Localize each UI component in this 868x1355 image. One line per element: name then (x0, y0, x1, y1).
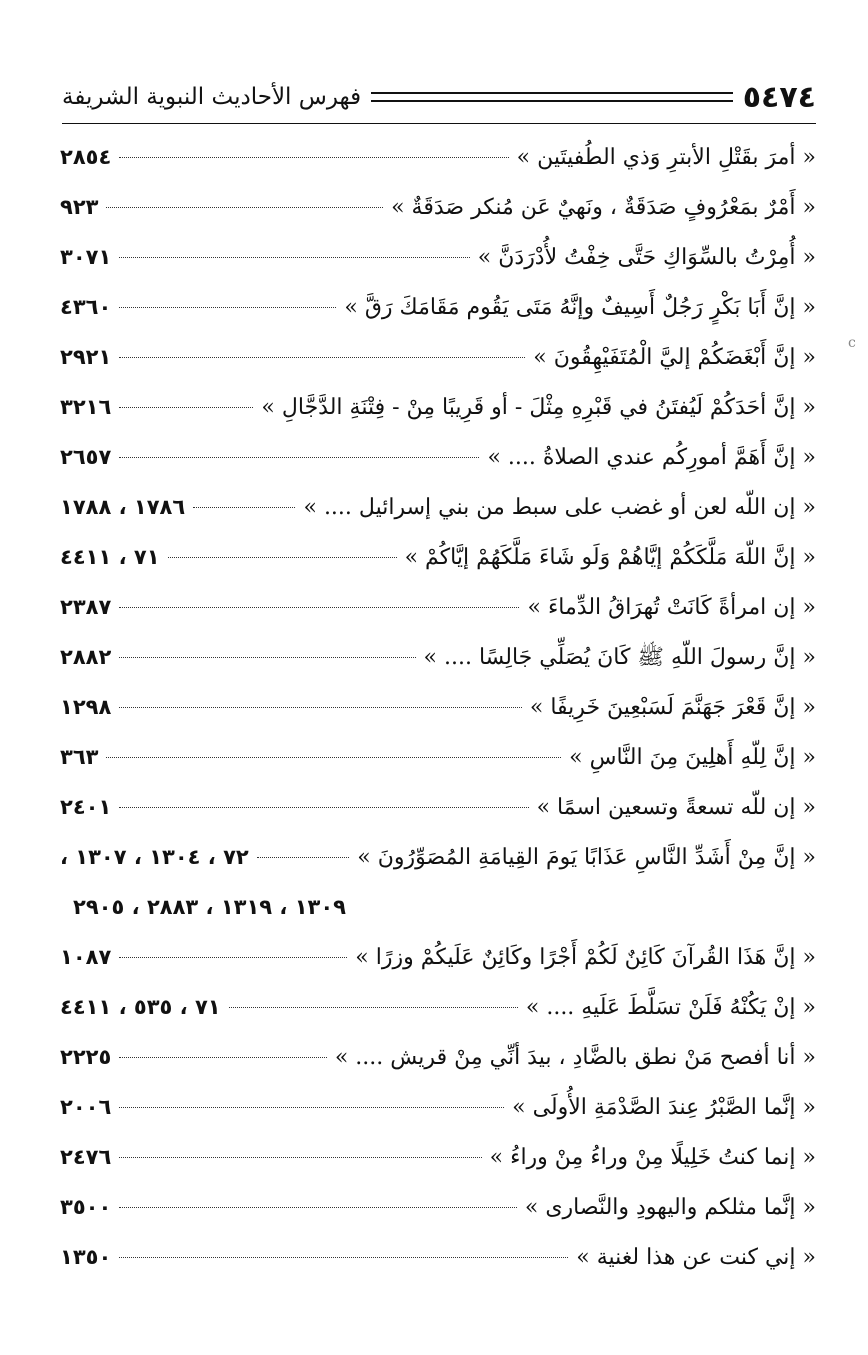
dot-leader (119, 1057, 327, 1058)
dot-leader (119, 357, 525, 358)
hadith-refs: ٢٢٢٥ (60, 1045, 112, 1069)
hadith-refs: ٢٦٥٧ (60, 445, 112, 469)
page-number: ٥٤٧٤ (742, 79, 816, 115)
hadith-refs: ٤٣٦٠ (60, 295, 112, 319)
index-entry (60, 1132, 816, 1182)
index-entry (60, 1082, 816, 1132)
hadith-refs: ٢٨٨٢ (60, 645, 112, 669)
hadith-refs: ٢٣٨٧ (60, 595, 112, 619)
margin-mark: c (848, 335, 856, 351)
index-entry (60, 132, 816, 182)
hadith-refs: ١٣٥٠ (60, 1245, 112, 1269)
hadith-refs: ٣٢١٦ (60, 395, 112, 419)
index-entry (60, 232, 816, 282)
index-entry (60, 982, 816, 1032)
dot-leader (119, 1107, 504, 1108)
index-entry (60, 732, 816, 782)
hadith-text: « إنَّ قَعْرَ جَهَنَّمَ لَسَبْعِينَ خَرِيفًا » (529, 695, 816, 720)
hadith-text: « إنَّ مِنْ أَشَدِّ النَّاسِ عَذَابًا يَومَ القِيامَةِ المُصَوِّرُونَ » (357, 845, 816, 870)
refs-continuation: ١٣٠٩ ، ١٣١٩ ، ٢٨٨٣ ، ٢٩٠٥ (73, 895, 346, 919)
dot-leader (119, 1207, 517, 1208)
hadith-text: « إنْ يَكُنْهُ فَلَنْ تسَلَّطَ عَلَيهِ .... » (525, 995, 816, 1020)
dot-leader (168, 557, 397, 558)
page-header (62, 72, 816, 122)
hadith-text: « إنما كنتُ خَلِيلًا مِنْ وراءُ مِنْ وراءُ » (489, 1145, 816, 1170)
header-divider (62, 123, 816, 124)
hadith-text: « أمرَ بقَتْلِ الأبترِ وَذي الطُفيتَين » (516, 145, 816, 170)
index-entry (60, 1032, 816, 1082)
dot-leader (119, 307, 336, 308)
hadith-text: « إن للّه تسعةً وتسعين اسمًا » (536, 795, 816, 820)
index-entry (60, 382, 816, 432)
hadith-refs: ٢٨٥٤ (60, 145, 112, 169)
index-entry (60, 332, 816, 382)
index-entry (60, 532, 816, 582)
hadith-refs: ٣٥٠٠ (60, 1195, 112, 1219)
dot-leader (119, 607, 519, 608)
hadith-text: « أنا أفصح مَنْ نطق بالضَّادِ ، بيدَ أنِّي مِنْ قريش .... » (334, 1045, 816, 1070)
hadith-text: « إنَّ أَبْغَضَكُمْ إليَّ الْمُتَفَيْهِقُونَ » (533, 345, 816, 370)
hadith-refs: ٧١ ، ٤٤١١ (60, 545, 160, 569)
hadith-text: « إنَّ أحَدَكُمْ لَيُفتَنُ في قَبْرِهِ مِثْلَ - أو قَرِيبًا مِنْ - فِتْنَةِ الدَّجَّالِ » (261, 395, 816, 420)
index-entry (60, 932, 816, 982)
hadith-refs: ١٢٩٨ (60, 695, 112, 719)
dot-leader (119, 457, 479, 458)
running-title: فهرس الأحاديث النبوية الشريفة (62, 84, 362, 110)
hadith-refs: ٩٢٣ (60, 195, 99, 219)
hadith-text: « إنَّ هَذَا القُرآنَ كَائِنٌ لَكُمْ أَجْرًا وكَائِنٌ عَلَيكُمْ وزرًا » (355, 945, 816, 970)
hadith-text: « إنَّما مثلكم واليهودِ والنَّصارى » (524, 1195, 816, 1220)
hadith-text: « إنَّ رسولَ اللّهِ ﷺ كَانَ يُصَلِّي جَالِسًا .... » (423, 645, 816, 670)
dot-leader (119, 807, 528, 808)
hadith-refs: ١٧٨٦ ، ١٧٨٨ (60, 495, 186, 519)
dot-leader (106, 207, 383, 208)
dot-leader (119, 1157, 481, 1158)
hadith-index-list (60, 132, 816, 1282)
index-entry (60, 282, 816, 332)
dot-leader (119, 957, 347, 958)
hadith-refs: ٢٤٧٦ (60, 1145, 112, 1169)
dot-leader (193, 507, 295, 508)
hadith-text: « إني كنت عن هذا لغنية » (576, 1245, 816, 1270)
index-entry (60, 182, 816, 232)
hadith-refs: ٢٤٠١ (60, 795, 112, 819)
hadith-refs: ١٠٨٧ (60, 945, 112, 969)
hadith-refs: ٢٠٠٦ (60, 1095, 112, 1119)
hadith-text: « إن اللّه لعن أو غضب على سبط من بني إسرائيل .... » (303, 495, 816, 520)
dot-leader (229, 1007, 518, 1008)
index-entry (60, 1182, 816, 1232)
dot-leader (119, 1257, 568, 1258)
index-entry (60, 782, 816, 832)
hadith-refs: ٧٢ ، ١٣٠٤ ، ١٣٠٧ ، (60, 845, 249, 869)
dot-leader (119, 257, 470, 258)
dot-leader (119, 157, 508, 158)
dot-leader (106, 757, 561, 758)
hadith-refs: ٣٦٣ (60, 745, 99, 769)
index-entry (60, 482, 816, 532)
dot-leader (257, 857, 350, 858)
hadith-text: « إنَّ اللّهَ مَلَّكَكُمْ إيَّاهُمْ وَلَو شَاءَ مَلَّكَهُمْ إيَّاكُمْ » (404, 545, 816, 570)
index-entry (60, 582, 816, 632)
hadith-refs: ٧١ ، ٥٣٥ ، ٤٤١١ (60, 995, 221, 1019)
hadith-text: « أُمِرْتُ بالسِّوَاكِ حَتَّى خِفْتُ لأُدْرَدَنَّ » (477, 245, 816, 270)
dot-leader (119, 707, 522, 708)
hadith-text: « أَمْرٌ بمَعْرُوفٍ صَدَقَةٌ ، ونَهيٌ عَن مُنكر صَدَقَةٌ » (391, 195, 816, 220)
index-entry (60, 1232, 816, 1282)
hadith-text: « إنَّما الصَّبْرُ عِندَ الصَّدْمَةِ الأُولَى » (512, 1095, 816, 1120)
dot-leader (119, 657, 415, 658)
hadith-text: « إنَّ لِلّهِ أَهلِينَ مِنَ النَّاسِ » (569, 745, 816, 770)
index-entry (60, 832, 816, 882)
hadith-text: « إن امرأةً كَانَتْ تُهرَاقُ الدِّماءَ » (527, 595, 816, 620)
index-entry (60, 432, 816, 482)
hadith-text: « إنَّ أَهَمَّ أمورِكُم عندي الصلاةُ .... » (487, 445, 816, 470)
index-entry (60, 682, 816, 732)
header-rule (371, 92, 733, 102)
index-entry (60, 632, 816, 682)
dot-leader (119, 407, 253, 408)
hadith-text: « إنَّ أَبَا بَكْرٍ رَجُلٌ أَسِيفٌ وإنَّهُ مَتَى يَقُوم مَقَامَكَ رَقَّ » (344, 295, 816, 320)
hadith-refs: ٣٠٧١ (60, 245, 112, 269)
hadith-refs: ٢٩٢١ (60, 345, 112, 369)
